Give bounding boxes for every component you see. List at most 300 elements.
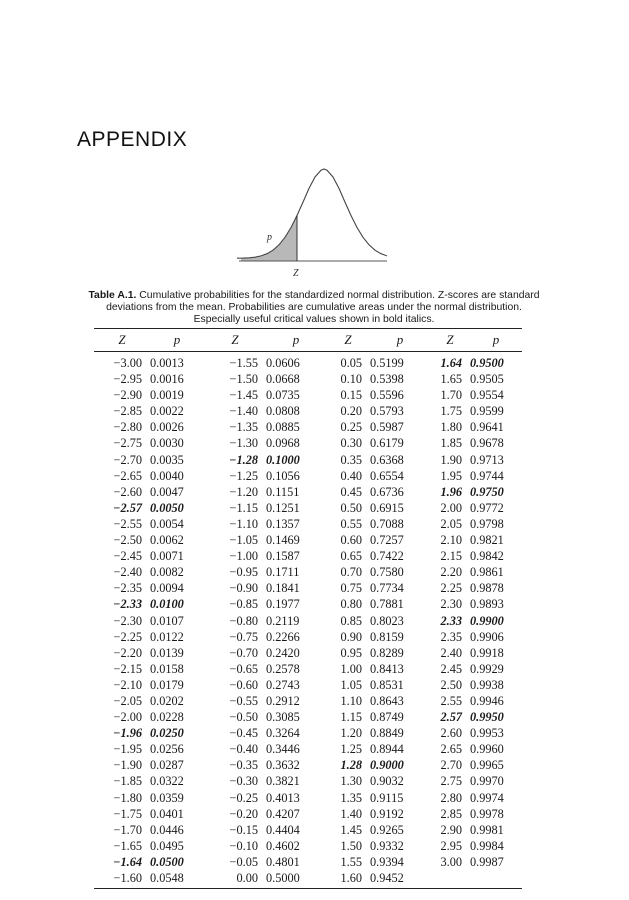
z-value: 2.20	[440, 565, 462, 580]
p-value: 0.0122	[150, 629, 184, 644]
p-value: 0.3264	[266, 726, 300, 741]
z-value: 0.35	[340, 452, 362, 467]
z-value: −1.96	[113, 726, 142, 741]
z-value: −2.80	[113, 420, 142, 435]
z-value: −0.95	[229, 565, 258, 580]
p-value: 0.8749	[370, 710, 404, 725]
normal-curve-figure	[237, 166, 387, 286]
table-row	[94, 419, 522, 435]
p-value: 0.0606	[266, 356, 300, 370]
z-value: 2.50	[440, 677, 462, 692]
z-value: 0.85	[340, 613, 362, 628]
p-value: 0.6179	[370, 436, 404, 451]
z-value: −1.45	[229, 388, 258, 403]
z-value: −2.10	[113, 677, 142, 692]
z-value: −1.00	[229, 549, 258, 564]
p-value: 0.0287	[150, 758, 184, 773]
p-value: 0.5987	[370, 420, 404, 435]
z-value: −2.75	[113, 436, 142, 451]
z-value: −2.90	[113, 388, 142, 403]
table-row	[94, 677, 522, 693]
p-value: 0.2119	[266, 613, 300, 628]
table-row	[94, 352, 522, 372]
table-row	[94, 580, 522, 596]
table-row	[94, 854, 522, 870]
table-row	[94, 500, 522, 516]
p-value: 0.4207	[266, 806, 300, 821]
z-value: 0.95	[340, 645, 362, 660]
p-value: 0.9554	[470, 388, 504, 403]
p-value: 0.0446	[150, 822, 184, 837]
z-value: 2.35	[440, 629, 462, 644]
p-value: 0.5000	[266, 870, 326, 889]
p-value: 0.0094	[150, 581, 184, 596]
z-value: 0.70	[340, 565, 362, 580]
p-value: 0.9744	[470, 468, 504, 483]
header-p: p	[266, 329, 326, 352]
z-value: −1.30	[229, 436, 258, 451]
z-value: 0.20	[340, 404, 362, 419]
p-value: 0.0047	[150, 484, 184, 499]
header-p: p	[470, 329, 522, 352]
p-value: 0.9641	[470, 420, 504, 435]
p-value: 0.9929	[470, 661, 504, 676]
p-value: 0.8944	[370, 742, 404, 757]
table-row	[94, 709, 522, 725]
z-value: 1.40	[340, 806, 362, 821]
z-value: −0.80	[229, 613, 258, 628]
z-value: 1.15	[340, 710, 362, 725]
p-value: 0.9821	[470, 533, 504, 548]
z-value: −2.40	[113, 565, 142, 580]
z-value: 0.75	[340, 581, 362, 596]
z-axis-label: Z	[293, 268, 299, 279]
table-row	[94, 693, 522, 709]
z-value: −1.15	[229, 500, 258, 515]
z-value: 2.25	[440, 581, 462, 596]
p-value: 0.8023	[370, 613, 404, 628]
p-value: 0.9842	[470, 549, 504, 564]
z-value: 2.80	[440, 790, 462, 805]
p-value: 0.1000	[266, 452, 300, 467]
p-value: 0.9978	[470, 806, 504, 821]
z-value: −0.45	[229, 726, 258, 741]
table-row	[94, 516, 522, 532]
p-value: 0.0013	[150, 356, 184, 370]
z-value: −1.85	[113, 774, 142, 789]
p-value: 0.9505	[470, 372, 504, 387]
table-row	[94, 532, 522, 548]
p-value: 0.9953	[470, 726, 504, 741]
p-value: 0.9192	[370, 806, 404, 821]
z-value: 0.50	[340, 500, 362, 515]
p-value: 0.0030	[150, 436, 184, 451]
z-value: −1.28	[229, 452, 258, 467]
table-row	[94, 757, 522, 773]
table-row	[94, 773, 522, 789]
z-value: −1.40	[229, 404, 258, 419]
table-row	[94, 452, 522, 468]
z-value: −1.90	[113, 758, 142, 773]
z-value: −1.10	[229, 516, 258, 531]
p-value: 0.5199	[370, 356, 404, 370]
z-value: −0.75	[229, 629, 258, 644]
z-table	[94, 328, 522, 889]
p-value: 0.9960	[470, 742, 504, 757]
p-value: 0.0808	[266, 404, 300, 419]
z-value: 0.05	[340, 356, 362, 370]
p-value: 0.8531	[370, 677, 404, 692]
header-z: Z	[204, 329, 266, 352]
table-row	[94, 548, 522, 564]
z-value: 1.35	[340, 790, 362, 805]
z-value: −2.33	[113, 597, 142, 612]
z-value: −0.85	[229, 597, 258, 612]
p-value: 0.0668	[266, 372, 300, 387]
z-value: 1.00	[340, 661, 362, 676]
p-value: 0.1841	[266, 581, 300, 596]
p-value: 0.9900	[470, 613, 504, 628]
z-value: 2.85	[440, 806, 462, 821]
p-value: 0.9599	[470, 404, 504, 419]
p-value: 0.1977	[266, 597, 300, 612]
p-value: 0.9861	[470, 565, 504, 580]
p-value: 0.0256	[150, 742, 184, 757]
normal-curve-icon	[237, 166, 387, 286]
table-row	[94, 468, 522, 484]
table-row	[94, 613, 522, 629]
table-row	[94, 371, 522, 387]
z-value: 1.75	[440, 404, 462, 419]
z-value: 1.64	[440, 356, 462, 370]
p-value: 0.9946	[470, 693, 504, 708]
p-value: 0.0495	[150, 838, 184, 853]
p-value: 0.7580	[370, 565, 404, 580]
p-value: 0.0054	[150, 516, 184, 531]
z-value: 0.40	[340, 468, 362, 483]
z-value: 2.45	[440, 661, 462, 676]
z-value: −0.55	[229, 693, 258, 708]
z-value: −1.25	[229, 468, 258, 483]
p-value: 0.7088	[370, 516, 404, 531]
z-value: 1.85	[440, 436, 462, 451]
table-row	[94, 790, 522, 806]
z-value: −1.05	[229, 533, 258, 548]
p-value: 0.9452	[370, 870, 430, 889]
p-value: 0.0100	[150, 597, 184, 612]
bell-curve	[237, 169, 387, 258]
p-value: 0.0500	[150, 854, 184, 869]
table-row	[94, 484, 522, 500]
p-value: 0.9332	[370, 838, 404, 853]
z-value: −2.15	[113, 661, 142, 676]
p-value: 0.9678	[470, 436, 504, 451]
z-value: −0.90	[229, 581, 258, 596]
p-value: 0.8643	[370, 693, 404, 708]
p-value: 0.9965	[470, 758, 504, 773]
z-value: −0.70	[229, 645, 258, 660]
p-value: 0.0401	[150, 806, 184, 821]
p-value: 0.0016	[150, 372, 184, 387]
p-value: 0.0359	[150, 790, 184, 805]
p-value: 0.6915	[370, 500, 404, 515]
z-value: 1.05	[340, 677, 362, 692]
z-value: −1.20	[229, 484, 258, 499]
p-value: 0.6368	[370, 452, 404, 467]
z-value: 0.25	[340, 420, 362, 435]
p-value: 0.4404	[266, 822, 300, 837]
z-value: 2.95	[440, 838, 462, 853]
p-value: 0.9265	[370, 822, 404, 837]
z-value: 0.80	[340, 597, 362, 612]
z-value: 2.90	[440, 822, 462, 837]
p-value: 0.3821	[266, 774, 300, 789]
table-row	[94, 596, 522, 612]
p-value: 0.9906	[470, 629, 504, 644]
p-value: 0.1587	[266, 549, 300, 564]
p-value: 0.0885	[266, 420, 300, 435]
z-value: −1.64	[113, 854, 142, 869]
p-value: 0.9772	[470, 500, 504, 515]
z-value: −1.60	[94, 870, 150, 889]
p-value: 0.7422	[370, 549, 404, 564]
p-value: 0.9893	[470, 597, 504, 612]
table-header-row	[94, 329, 522, 352]
p-value: 0.2578	[266, 661, 300, 676]
p-value: 0.1469	[266, 533, 300, 548]
z-value: −2.60	[113, 484, 142, 499]
p-value: 0.6554	[370, 468, 404, 483]
p-value: 0.4602	[266, 838, 300, 853]
p-value: 0.0322	[150, 774, 184, 789]
z-value: −1.35	[229, 420, 258, 435]
z-value: −0.15	[229, 822, 258, 837]
p-value: 0.9984	[470, 838, 504, 853]
z-value: −1.95	[113, 742, 142, 757]
p-value: 0.3446	[266, 742, 300, 757]
z-value: 0.60	[340, 533, 362, 548]
p-value: 0.9974	[470, 790, 504, 805]
p-value: 0.7734	[370, 581, 404, 596]
p-value: 0.3085	[266, 710, 300, 725]
z-value: 1.50	[340, 838, 362, 853]
p-value: 0.4801	[266, 854, 300, 869]
p-value: 0.0250	[150, 726, 184, 741]
z-value: −2.35	[113, 581, 142, 596]
table-row	[94, 870, 522, 889]
z-value: 1.25	[340, 742, 362, 757]
z-value: −1.50	[229, 372, 258, 387]
z-value: −2.65	[113, 468, 142, 483]
z-value: −2.55	[113, 516, 142, 531]
p-value: 0.0026	[150, 420, 184, 435]
p-value: 0.9500	[470, 356, 504, 370]
table-row	[94, 661, 522, 677]
p-value: 0.0107	[150, 613, 184, 628]
z-value: 2.60	[440, 726, 462, 741]
z-value: −0.60	[229, 677, 258, 692]
z-value: 2.75	[440, 774, 462, 789]
z-value: −2.25	[113, 629, 142, 644]
p-value: 0.0735	[266, 388, 300, 403]
table-row	[94, 403, 522, 419]
z-value: 0.90	[340, 629, 362, 644]
p-value: 0.0548	[150, 870, 204, 889]
z-value: −2.45	[113, 549, 142, 564]
z-value: 2.57	[440, 710, 462, 725]
p-value: 0.9981	[470, 822, 504, 837]
p-value: 0.1056	[266, 468, 300, 483]
z-value: −0.65	[229, 661, 258, 676]
z-value: −1.55	[229, 356, 258, 370]
z-value: 1.70	[440, 388, 462, 403]
p-value: 0.9970	[470, 774, 504, 789]
z-value: 2.33	[440, 613, 462, 628]
z-value: −1.65	[113, 838, 142, 853]
z-value: 0.45	[340, 484, 362, 499]
z-value: 0.30	[340, 436, 362, 451]
z-value: −0.30	[229, 774, 258, 789]
z-value: −1.70	[113, 822, 142, 837]
p-value: 0.9950	[470, 710, 504, 725]
p-value: 0.3632	[266, 758, 300, 773]
z-value: −0.20	[229, 806, 258, 821]
p-value: 0.1711	[266, 565, 300, 580]
header-p: p	[370, 329, 430, 352]
p-value: 0.9000	[370, 758, 404, 773]
p-value: 0.0158	[150, 661, 184, 676]
z-value: 3.00	[440, 854, 462, 869]
p-value: 0.9750	[470, 484, 504, 499]
p-value: 0.8289	[370, 645, 404, 660]
p-value: 0.0968	[266, 436, 300, 451]
p-value: 0.0202	[150, 693, 184, 708]
p-value: 0.7257	[370, 533, 404, 548]
table-row	[94, 822, 522, 838]
z-value: −0.05	[229, 854, 258, 869]
z-value: −1.80	[113, 790, 142, 805]
p-value: 0.7881	[370, 597, 404, 612]
table-row	[94, 387, 522, 403]
p-value: 0.6736	[370, 484, 404, 499]
z-value: −2.85	[113, 404, 142, 419]
z-value: 1.96	[440, 484, 462, 499]
p-value: 0.1151	[266, 484, 300, 499]
p-value: 0.9918	[470, 645, 504, 660]
p-value: 0.9115	[370, 790, 404, 805]
p-value: 0.2266	[266, 629, 300, 644]
p-value: 0.9394	[370, 854, 404, 869]
p-value: 0.5793	[370, 404, 404, 419]
header-p: p	[150, 329, 204, 352]
z-value: 0.55	[340, 516, 362, 531]
z-value: 1.80	[440, 420, 462, 435]
z-value: 2.55	[440, 693, 462, 708]
table-row	[94, 725, 522, 741]
table-caption	[82, 290, 546, 327]
p-value: 0.0019	[150, 388, 184, 403]
z-value: −2.30	[113, 613, 142, 628]
p-value: 0.9713	[470, 452, 504, 467]
z-value: 2.15	[440, 549, 462, 564]
z-value: 1.65	[440, 372, 462, 387]
z-value: −2.50	[113, 533, 142, 548]
p-value: 0.0179	[150, 677, 184, 692]
p-value: 0.1357	[266, 516, 300, 531]
table-row	[94, 645, 522, 661]
p-value: 0.8849	[370, 726, 404, 741]
z-value: −0.35	[229, 758, 258, 773]
z-value: 1.45	[340, 822, 362, 837]
table-row	[94, 838, 522, 854]
table-row	[94, 564, 522, 580]
p-value: 0.8159	[370, 629, 404, 644]
table-row	[94, 806, 522, 822]
z-value: −2.05	[113, 693, 142, 708]
z-value: −0.10	[229, 838, 258, 853]
table-row	[94, 435, 522, 451]
z-value: 2.30	[440, 597, 462, 612]
p-value: 0.0082	[150, 565, 184, 580]
p-value	[470, 870, 522, 889]
z-value: 1.95	[440, 468, 462, 483]
p-value: 0.0040	[150, 468, 184, 483]
p-value: 0.9798	[470, 516, 504, 531]
z-value: 1.10	[340, 693, 362, 708]
p-value: 0.0022	[150, 404, 184, 419]
header-z: Z	[94, 329, 150, 352]
p-value: 0.2743	[266, 677, 300, 692]
z-value: −2.95	[113, 372, 142, 387]
z-value: 2.40	[440, 645, 462, 660]
p-value: 0.9987	[470, 854, 504, 869]
z-value: 1.60	[326, 870, 370, 889]
z-value: −2.57	[113, 500, 142, 515]
p-value: 0.0071	[150, 549, 184, 564]
z-value: 2.70	[440, 758, 462, 773]
z-value: −2.20	[113, 645, 142, 660]
z-value: 1.30	[340, 774, 362, 789]
z-value: 1.20	[340, 726, 362, 741]
z-value: 2.65	[440, 742, 462, 757]
z-value: −0.50	[229, 710, 258, 725]
p-value: 0.0139	[150, 645, 184, 660]
z-value	[430, 870, 470, 889]
p-value: 0.8413	[370, 661, 404, 676]
z-value: 2.05	[440, 516, 462, 531]
z-value: 1.28	[340, 758, 362, 773]
p-value: 0.2912	[266, 693, 300, 708]
p-value: 0.0228	[150, 710, 184, 725]
z-value: 2.00	[440, 500, 462, 515]
z-value: 0.65	[340, 549, 362, 564]
table-row	[94, 741, 522, 757]
p-value: 0.1251	[266, 500, 300, 515]
p-value: 0.0050	[150, 500, 184, 515]
p-value: 0.5398	[370, 372, 404, 387]
z-value: −1.75	[113, 806, 142, 821]
p-value: 0.4013	[266, 790, 300, 805]
z-value: −3.00	[113, 356, 142, 370]
z-value: −2.70	[113, 452, 142, 467]
z-value: 2.10	[440, 533, 462, 548]
p-value: 0.0062	[150, 533, 184, 548]
z-value: −0.25	[229, 790, 258, 805]
caption-text: Cumulative probabilities for the standardized normal distribution. Z-scores are standard deviations from the mean. Probabilities are cumulative areas under the normal distribution. Especially useful critical values shown in bold italics.	[106, 290, 540, 326]
p-value: 0.9938	[470, 677, 504, 692]
z-value: 0.00	[204, 870, 266, 889]
p-value: 0.9032	[370, 774, 404, 789]
